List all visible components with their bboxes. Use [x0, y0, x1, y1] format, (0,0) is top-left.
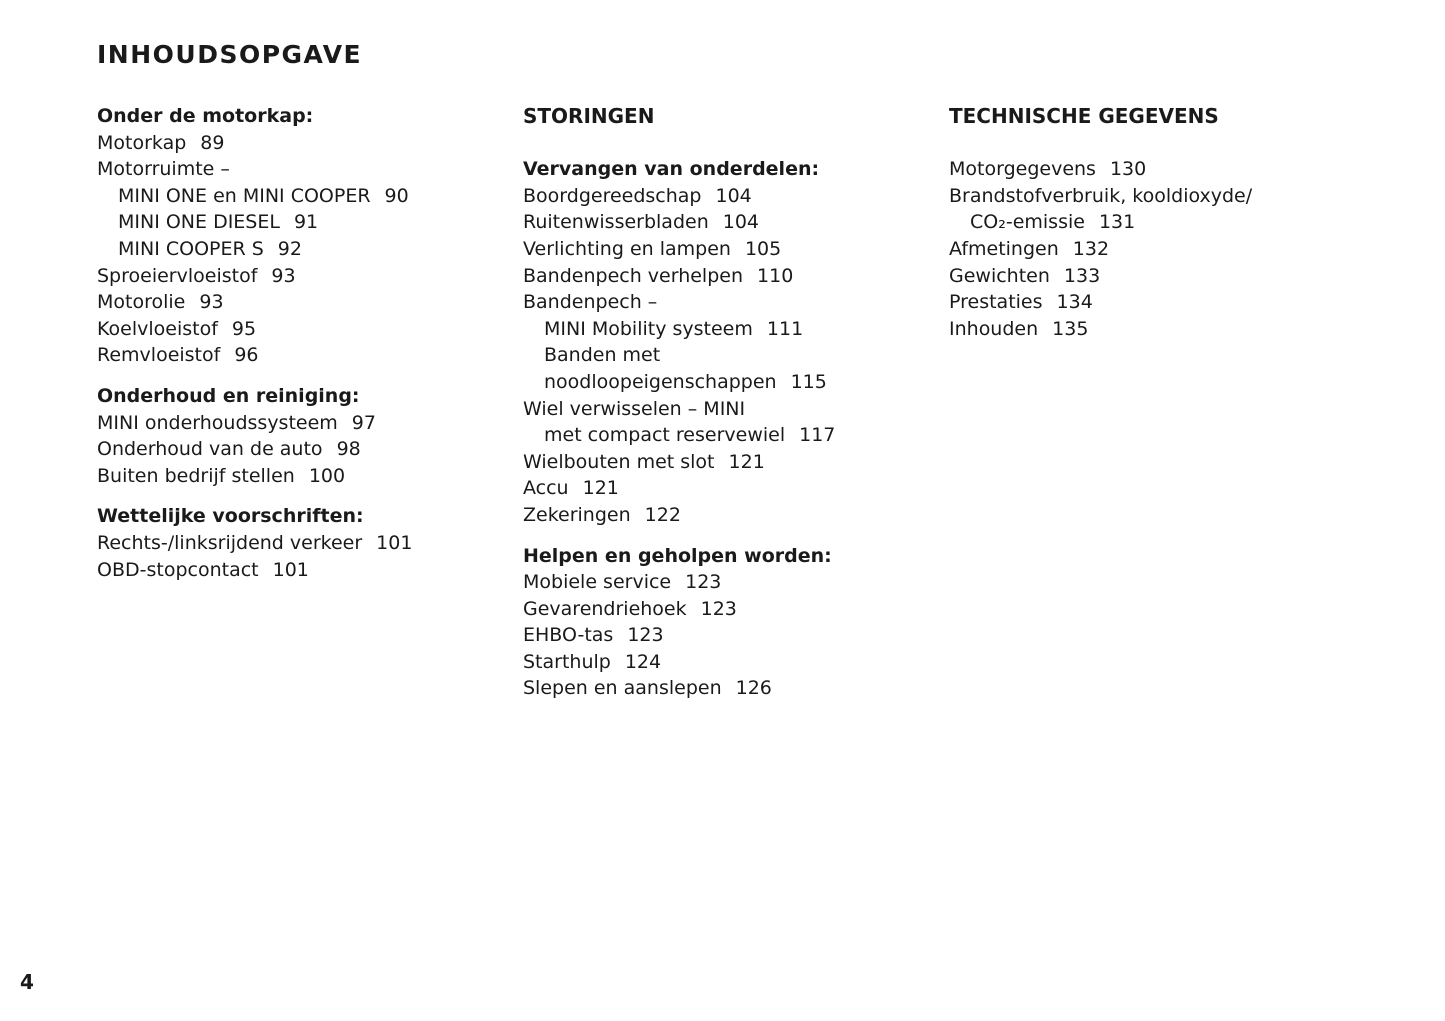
toc-entry[interactable]: [523, 475, 943, 502]
page-title: INHOUDSOPGAVE: [97, 40, 363, 69]
toc-entry[interactable]: [523, 263, 943, 290]
entry-text: Motorkap: [97, 131, 187, 154]
toc-entry[interactable]: [949, 316, 1369, 343]
entry-text: EHBO-tas: [523, 624, 614, 647]
entry-page: 101: [376, 531, 413, 554]
toc-group: [523, 543, 943, 703]
entry-page: 117: [799, 424, 836, 447]
group-title: Wettelijke voorschriften:: [97, 505, 364, 528]
entry-page: 100: [308, 464, 346, 487]
toc-entry[interactable]: [97, 342, 517, 369]
entry-page: 122: [644, 503, 681, 526]
entry-page: 115: [790, 370, 827, 393]
entry-text: Onderhoud van de auto: [97, 438, 323, 461]
toc-group: [97, 503, 517, 583]
entry-text: MINI COOPER S: [118, 237, 264, 260]
entry-page: 124: [624, 650, 662, 673]
entry-text: Sproeiervloeistof: [97, 264, 258, 287]
toc-entry[interactable]: [97, 183, 517, 210]
toc-entry: [523, 396, 943, 423]
group-title: Onder de motorkap:: [97, 105, 314, 127]
page-number: 4: [20, 970, 34, 994]
toc-column-technical-data: [949, 103, 1369, 342]
toc-entry[interactable]: [523, 596, 943, 623]
toc-entry[interactable]: [523, 449, 943, 476]
entry-text: Motorruimte –: [97, 158, 230, 181]
toc-entry[interactable]: [523, 649, 943, 676]
entry-text: Ruitenwisserbladen: [523, 211, 709, 234]
group-title: Helpen en geholpen worden:: [523, 544, 832, 567]
toc-entry[interactable]: [523, 422, 943, 449]
entry-page: 89: [200, 131, 225, 154]
toc-group: [97, 103, 517, 369]
toc-entry[interactable]: [949, 156, 1369, 183]
toc-entry[interactable]: [523, 369, 943, 396]
entry-page: 133: [1063, 264, 1101, 287]
toc-entry: [523, 289, 943, 316]
toc-entry[interactable]: [97, 316, 517, 343]
toc-entry: [97, 156, 517, 183]
toc-entry: [523, 342, 943, 369]
entry-text: OBD-stopcontact: [97, 558, 259, 581]
entry-text: CO₂-emissie: [970, 211, 1085, 234]
toc-entry[interactable]: [97, 410, 517, 437]
entry-text: met compact reservewiel: [544, 424, 786, 447]
group-title: Vervangen van onderdelen:: [523, 158, 820, 181]
entry-text: Zekeringen: [523, 503, 631, 526]
entry-page: 90: [384, 184, 409, 207]
entry-page: 93: [199, 291, 224, 314]
entry-text: Boordgereedschap: [523, 184, 702, 207]
toc-entry[interactable]: [523, 502, 943, 529]
toc-entry[interactable]: [523, 316, 943, 343]
entry-page: 121: [728, 450, 765, 473]
entry-page: 105: [744, 237, 782, 260]
entry-text: Slepen en aanslepen: [523, 677, 722, 700]
toc-entry[interactable]: [97, 263, 517, 290]
entry-page: 98: [336, 438, 361, 461]
entry-text: Gevarendriehoek: [523, 597, 687, 620]
entry-text: Motorgegevens: [949, 158, 1096, 181]
toc-entry[interactable]: [523, 183, 943, 210]
entry-page: 123: [685, 571, 722, 594]
entry-page: 126: [735, 677, 772, 700]
toc-entry[interactable]: [97, 530, 517, 557]
toc-entry[interactable]: [523, 209, 943, 236]
toc-entry[interactable]: [97, 236, 517, 263]
entry-page: 135: [1052, 317, 1089, 340]
entry-text: MINI Mobility systeem: [544, 317, 753, 340]
entry-text: Accu: [523, 477, 569, 500]
entry-page: 96: [234, 344, 259, 367]
entry-text: MINI ONE DIESEL: [118, 211, 280, 234]
section-title: TECHNISCHE GEGEVENS: [949, 104, 1219, 128]
toc-entry: [949, 183, 1369, 210]
toc-group: [523, 156, 943, 528]
entry-page: 131: [1098, 211, 1136, 234]
toc-column-storingen: [523, 103, 943, 716]
entry-page: 123: [627, 624, 664, 647]
entry-text: Verlichting en lampen: [523, 237, 731, 260]
entry-text: Afmetingen: [949, 237, 1059, 260]
entry-page: 91: [293, 211, 319, 234]
toc-entry[interactable]: [523, 675, 943, 702]
toc-entry[interactable]: [949, 263, 1369, 290]
entry-page: 95: [231, 317, 257, 340]
entry-page: 111: [766, 317, 804, 340]
entry-text: MINI onderhoudssysteem: [97, 411, 338, 434]
toc-entry[interactable]: [949, 236, 1369, 263]
entry-text: Remvloeistof: [97, 344, 221, 367]
entry-text: Rechts-/linksrijdend verkeer: [97, 531, 363, 554]
group-title: Onderhoud en reiniging:: [97, 384, 360, 407]
entry-text: MINI ONE en MINI COOPER: [118, 184, 371, 207]
entry-text: Wielbouten met slot: [523, 450, 715, 473]
entry-text: Wiel verwisselen – MINI: [523, 397, 746, 420]
entry-page: 97: [351, 411, 376, 434]
toc-column-maintenance: [97, 103, 517, 597]
entry-page: 104: [722, 211, 760, 234]
entry-text: Buiten bedrijf stellen: [97, 464, 295, 487]
section-title: STORINGEN: [523, 104, 655, 128]
entry-page: 123: [700, 597, 737, 620]
toc-entry[interactable]: [523, 622, 943, 649]
toc-entry[interactable]: [949, 209, 1369, 236]
entry-text: Mobiele service: [523, 571, 672, 594]
entry-page: 132: [1072, 237, 1110, 260]
entry-page: 121: [582, 477, 619, 500]
toc-entry[interactable]: [523, 569, 943, 596]
entry-page: 134: [1056, 291, 1093, 314]
entry-page: 93: [271, 264, 296, 287]
toc-entry[interactable]: [97, 436, 517, 463]
entry-text: noodloopeigenschappen: [544, 370, 777, 393]
entry-text: Brandstofverbruik, kooldioxyde/: [949, 184, 1253, 207]
toc-entry[interactable]: [97, 289, 517, 316]
entry-text: Starthulp: [523, 650, 611, 673]
toc-entry[interactable]: [523, 236, 943, 263]
toc-entry[interactable]: [97, 557, 517, 584]
toc-entry[interactable]: [97, 130, 517, 157]
toc-group: [97, 383, 517, 489]
toc-entry[interactable]: [97, 463, 517, 490]
entry-page: 101: [272, 558, 309, 581]
entry-page: 92: [277, 237, 302, 260]
entry-page: 110: [757, 264, 794, 287]
entry-text: Motorolie: [97, 291, 186, 314]
entry-page: 130: [1109, 158, 1147, 181]
entry-text: Inhouden: [949, 317, 1039, 340]
entry-page: 104: [715, 184, 752, 207]
entry-text: Banden met: [544, 344, 661, 367]
entry-text: Bandenpech –: [523, 291, 658, 314]
toc-entry[interactable]: [97, 209, 517, 236]
entry-text: Gewichten: [949, 264, 1050, 287]
entry-text: Bandenpech verhelpen: [523, 264, 744, 287]
entry-text: Koelvloeistof: [97, 317, 218, 340]
toc-entry[interactable]: [949, 289, 1369, 316]
entry-text: Prestaties: [949, 291, 1043, 314]
